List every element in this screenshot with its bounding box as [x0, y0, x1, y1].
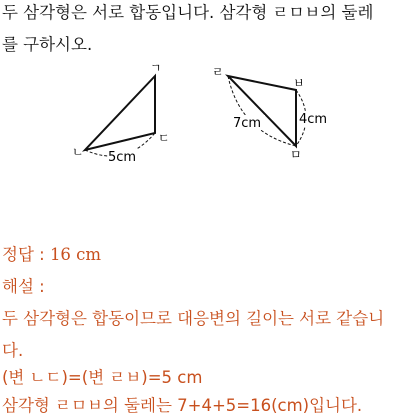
vertex-label-giyeok: ㄱ [150, 61, 162, 75]
vertex-label-digeut: ㄷ [158, 131, 170, 145]
right-triangle [212, 65, 329, 162]
side-label-5cm: 5cm [108, 150, 137, 165]
explanation-line-1: 두 삼각형은 합동이므로 대응변의 길이는 서로 같습니 [2, 309, 385, 328]
problem-line-2: 를 구하시오. [2, 35, 93, 54]
side-label-7cm: 7cm [233, 116, 262, 131]
right-triangle-shape [228, 76, 296, 146]
vertex-label-rieul: ㄹ [212, 65, 224, 79]
side-label-4cm: 4cm [299, 112, 328, 127]
vertex-label-nieun: ㄴ [72, 145, 84, 159]
explanation-line-4: 삼각형 ㄹㅁㅂ의 둘레는 7+4+5=16(cm)입니다. [2, 396, 363, 415]
problem-line-1: 두 삼각형은 서로 합동입니다. 삼각형 ㄹㅁㅂ의 둘레 [2, 3, 374, 22]
left-triangle [72, 61, 170, 165]
explanation-line-2: 다. [2, 341, 24, 360]
vertex-label-mieum: ㅁ [290, 148, 302, 162]
vertex-label-bieup: ㅂ [293, 76, 305, 90]
explanation-line-3: (변 ㄴㄷ)=(변 ㄹㅂ)=5 cm [2, 368, 203, 387]
answer-label: 정답 : [2, 245, 45, 264]
answer-line [2, 244, 101, 266]
triangle-figure [0, 0, 400, 170]
left-triangle-shape [85, 76, 155, 150]
explanation-label: 해설 : [2, 277, 45, 296]
answer-value: 16 cm [49, 245, 102, 264]
